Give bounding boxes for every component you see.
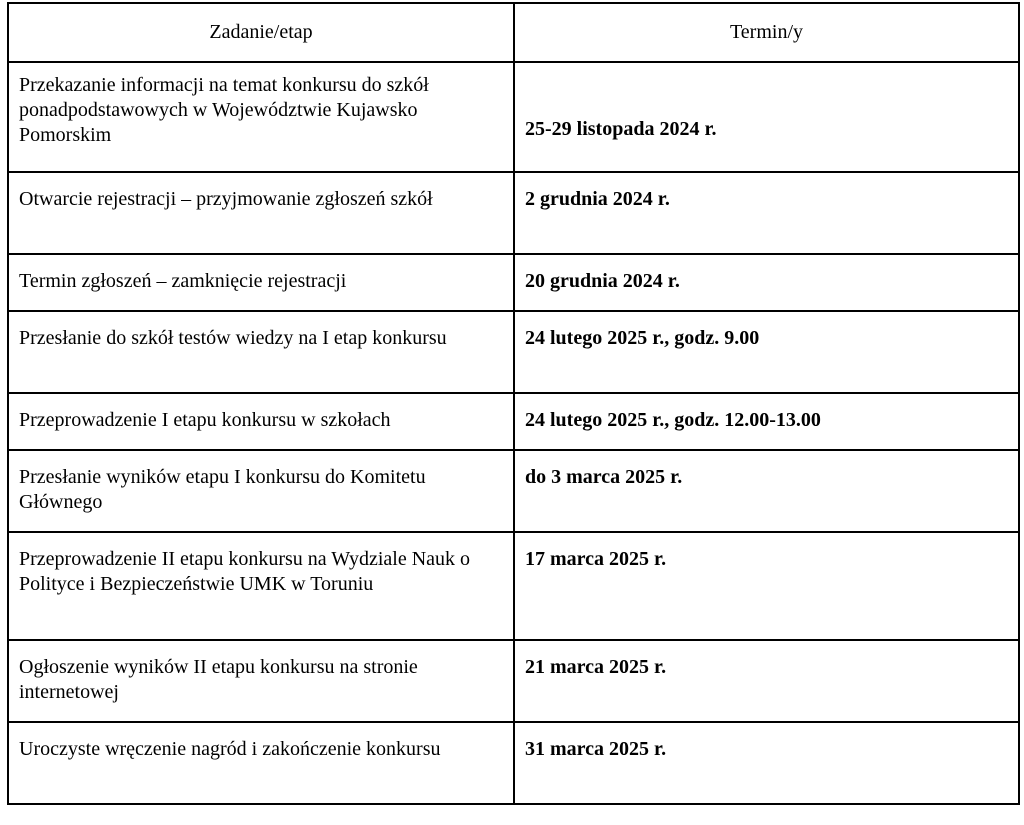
task-cell: Termin zgłoszeń – zamknięcie rejestracji [8,254,514,311]
column-header-date: Termin/y [514,3,1019,62]
date-cell: 31 marca 2025 r. [514,722,1019,804]
task-cell: Przeprowadzenie I etapu konkursu w szkołach [8,393,514,450]
table-row [8,532,1019,640]
date-cell: 24 lutego 2025 r., godz. 9.00 [514,311,1019,393]
table-row [8,640,1019,722]
task-cell: Przesłanie do szkół testów wiedzy na I etap konkursu [8,311,514,393]
table-row [8,450,1019,532]
task-cell: Przesłanie wyników etapu I konkursu do Komitetu Głównego [8,450,514,532]
column-header-task: Zadanie/etap [8,3,514,62]
table-row [8,311,1019,393]
date-cell: 25-29 listopada 2024 r. [514,62,1019,172]
date-cell: 2 grudnia 2024 r. [514,172,1019,254]
date-cell: 21 marca 2025 r. [514,640,1019,722]
date-cell: 24 lutego 2025 r., godz. 12.00-13.00 [514,393,1019,450]
schedule-table [7,2,1020,805]
date-cell: 17 marca 2025 r. [514,532,1019,640]
task-cell: Ogłoszenie wyników II etapu konkursu na stronie internetowej [8,640,514,722]
table-row [8,172,1019,254]
task-cell: Uroczyste wręczenie nagród i zakończenie konkursu [8,722,514,804]
table-row [8,62,1019,172]
table-row [8,393,1019,450]
task-cell: Przeprowadzenie II etapu konkursu na Wydziale Nauk o Polityce i Bezpieczeństwie UMK w Toruniu [8,532,514,640]
date-cell: do 3 marca 2025 r. [514,450,1019,532]
date-cell: 20 grudnia 2024 r. [514,254,1019,311]
table-row [8,254,1019,311]
task-cell: Przekazanie informacji na temat konkursu do szkół ponadpodstawowych w Województwie Kujawsko Pomorskim [8,62,514,172]
task-cell: Otwarcie rejestracji – przyjmowanie zgłoszeń szkół [8,172,514,254]
table-row [8,722,1019,804]
table-header-row [8,3,1019,62]
